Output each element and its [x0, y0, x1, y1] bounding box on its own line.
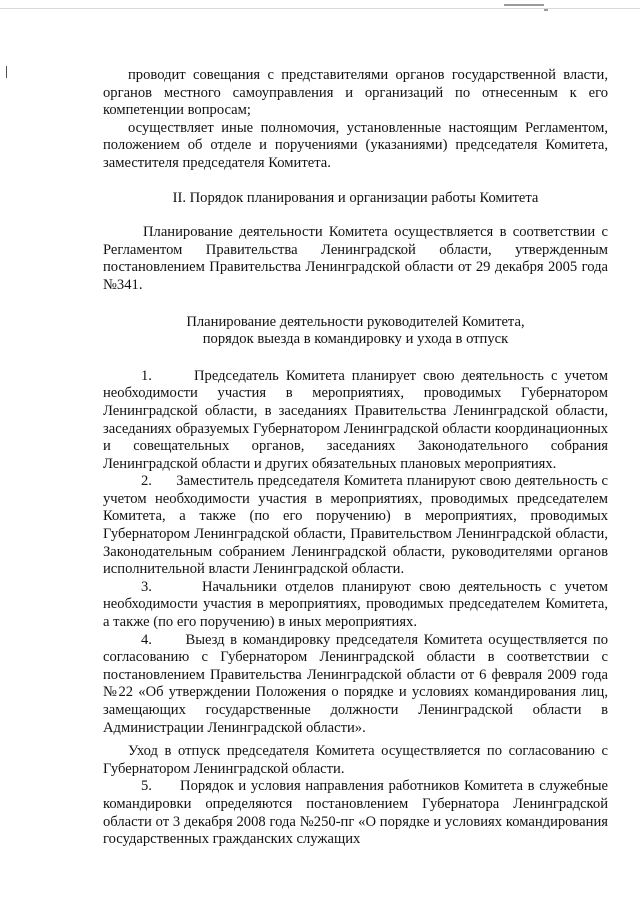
- list-item-3: 3. Начальники отделов планируют свою деятельность с учетом необходимости участия в мероприятиях, проводимых председателем Комитета, а также (по его поручению) в иных мероприятиях.: [103, 578, 608, 631]
- spacer: [103, 295, 608, 314]
- scan-artifact-mark: [6, 66, 7, 78]
- paragraph-meetings: проводит совещания с представителями органов государственной власти, органов местного самоуправления и организаций по отнесенным к его компетенции вопросам;: [103, 67, 608, 119]
- list-item-2: 2. Заместитель председателя Комитета планируют свою деятельность с учетом необходимости участия в мероприятиях, проводимых председателем Комитета, а также (по его поручению) в мероприятиях, проводимых Губернатором Ленинградской области, Правительством Ленинградской области, Законодательным собранием Ленинградской области, руководителями органов исполнительной власти Ленинградской области.: [103, 473, 608, 578]
- spacer: [103, 207, 608, 224]
- document-page: [103, 67, 608, 849]
- list-item-1: 1. Председатель Комитета планирует свою деятельность с учетом необходимости участия в мероприятиях, проводимых Губернатором Ленинградской области, в заседаниях Правительства Ленинградской области, заседаниях образуемых Губернатором Ленинградской области координационных и совещательных органов, заседаниях Законодательного собрания Ленинградской области и других обязательных плановых мероприятиях.: [103, 367, 608, 472]
- paragraph-other-powers: осуществляет иные полномочия, установленные настоящим Регламентом, положением об отделе и поручениями (указаниями) председателя Комитета, заместителя председателя Комитета.: [103, 119, 608, 171]
- subheading-line-1: Планирование деятельности руководителей Комитета,: [186, 313, 525, 330]
- paragraph-vacation: Уход в отпуск председателя Комитета осуществляется по согласованию с Губернатором Ленинградской области.: [103, 743, 608, 777]
- list-item-4: 4. Выезд в командировку председателя Комитета осуществляется по согласованию с Губернатором Ленинградской области в соответствии с постановлением Правительства Ленинградской области от 6 февраля 2009 года №22 «Об утверждении Положения о порядке и условиях командирования лиц, замещающих государственные должности Ленинградской области в Администрации Ленинградской области».: [103, 631, 608, 736]
- scan-artifact-mark: [504, 4, 544, 6]
- scan-artifact-mark: [544, 9, 548, 11]
- spacer: [103, 349, 608, 368]
- list-item-5: 5. Порядок и условия направления работников Комитета в служебные командировки определяются постановлением Губернатора Ленинградской области от 3 декабря 2008 года №250-пг «О порядке и условиях командирования государственных гражданских служащих: [103, 778, 608, 848]
- spacer: [103, 173, 608, 190]
- subheading-line-2: порядок выезда в командировку и ухода в отпуск: [202, 331, 509, 348]
- paragraph-planning: Планирование деятельности Комитета осуществляется в соответствии с Регламентом Правительства Ленинградской области, утвержденным постановлением Правительства Ленинградской области от 29 декабря 2005 года №341.: [103, 224, 608, 293]
- section-heading: II. Порядок планирования и организации работы Комитета: [172, 189, 539, 206]
